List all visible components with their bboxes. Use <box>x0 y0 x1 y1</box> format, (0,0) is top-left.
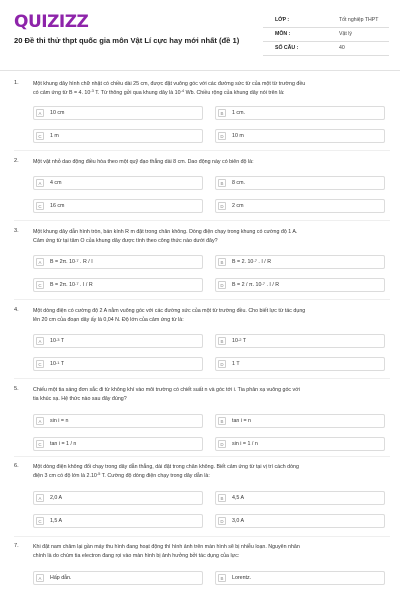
option-letter: B <box>218 337 226 345</box>
option-letter: C <box>36 132 44 140</box>
answer-option-b[interactable] <box>215 176 385 190</box>
option-text: 8 cm. <box>232 180 245 186</box>
meta-value: Tốt nghiệp THPT <box>339 17 379 23</box>
option-text: 2 cm <box>232 203 244 209</box>
option-letter: D <box>218 281 226 289</box>
option-text: sin i = n <box>50 418 69 424</box>
header-divider <box>0 70 400 71</box>
answer-option-b[interactable] <box>215 414 385 428</box>
option-letter: A <box>36 337 44 345</box>
option-text: 1 cm. <box>232 110 245 116</box>
question-divider <box>14 299 390 300</box>
answer-option-c[interactable] <box>33 129 203 143</box>
meta-key: SỐ CÂU : <box>275 45 299 51</box>
answer-option-a[interactable] <box>33 334 203 348</box>
option-text: 1 m <box>50 133 59 139</box>
answer-option-c[interactable] <box>33 514 203 528</box>
option-letter: A <box>36 179 44 187</box>
document-header <box>0 0 400 62</box>
option-letter: C <box>36 360 44 368</box>
option-letter: B <box>218 258 226 266</box>
answer-option-d[interactable] <box>215 437 385 451</box>
answer-option-c[interactable] <box>33 278 203 292</box>
option-letter: D <box>218 517 226 525</box>
answer-option-d[interactable] <box>215 514 385 528</box>
option-letter: B <box>218 109 226 117</box>
option-letter: A <box>36 109 44 117</box>
meta-table <box>263 14 389 56</box>
question-divider <box>14 378 390 379</box>
option-text: 2,0 A <box>50 495 63 501</box>
option-letter: B <box>218 494 226 502</box>
meta-value: 40 <box>339 45 345 51</box>
answer-option-c[interactable] <box>33 199 203 213</box>
option-text: B = 2π. $10^{-7}$ . I / R <box>50 280 93 288</box>
answer-option-d[interactable] <box>215 278 385 292</box>
answer-option-a[interactable] <box>33 106 203 120</box>
option-text: Hấp dẫn. <box>50 575 72 581</box>
option-text: tan i = n <box>232 418 251 424</box>
option-text: $10^{-3}$ T <box>50 336 65 344</box>
answer-option-a[interactable] <box>33 255 203 269</box>
option-letter: D <box>218 202 226 210</box>
option-text: 4 cm <box>50 180 62 186</box>
option-text: tan i = 1 / n <box>50 441 77 447</box>
question-text: Một khung dây hình chữ nhật có chiều dài 25 cm, được đặt vuông góc với các đường sức từ của một từ trường đều có cảm ứng từ B = 4. $10^{-3}$ T. Từ thông gửi qua khung dây là $10^{-4}$ Wb. Chiều rộng của khung dây nói trên là: <box>33 81 306 96</box>
option-text: sin i = 1 / n <box>232 441 258 447</box>
meta-value: Vật lý <box>339 31 352 37</box>
answer-option-a[interactable] <box>33 491 203 505</box>
option-text: 10 cm <box>50 110 65 116</box>
option-text: 10 m <box>232 133 244 139</box>
question-number: 2. <box>14 158 19 164</box>
question-number: 4. <box>14 307 19 313</box>
option-letter: B <box>218 574 226 582</box>
question-text: Một dòng điện không đổi chạy trong dây dẫn thẳng, dài đặt trong chân không. Biết cảm ứng từ tại vị trí cách dòng điện 3 cm có độ lớn là $2.10^{-5}$ T. Cường độ dòng điện chạy trong dây dẫn là: <box>33 464 299 479</box>
answer-option-b[interactable] <box>215 571 385 585</box>
option-letter: B <box>218 417 226 425</box>
option-text: 3,0 A <box>232 518 245 524</box>
option-text: B = 2 / π. $10^{-7}$ . I / R <box>232 280 280 288</box>
answer-option-b[interactable] <box>215 106 385 120</box>
option-letter: A <box>36 574 44 582</box>
meta-row-count <box>263 42 389 56</box>
option-letter: A <box>36 417 44 425</box>
answer-option-d[interactable] <box>215 129 385 143</box>
option-letter: B <box>218 179 226 187</box>
question-text: Một dòng điện có cường độ 2 A nằm vuông góc với các đường sức của một từ trường đều. Cho biết lực từ tác dụng lên 20 cm của đoạn dây ấy là 0,04 N. Độ lớn của cảm ứng từ là: <box>33 308 306 323</box>
answer-option-a[interactable] <box>33 414 203 428</box>
answer-option-a[interactable] <box>33 571 203 585</box>
question-divider <box>14 456 390 457</box>
option-letter: D <box>218 132 226 140</box>
option-text: 1 T <box>232 361 240 367</box>
answer-option-b[interactable] <box>215 334 385 348</box>
option-letter: A <box>36 494 44 502</box>
meta-key: LỚP : <box>275 17 290 23</box>
question-number: 3. <box>14 228 19 234</box>
answer-option-c[interactable] <box>33 357 203 371</box>
document-title: 20 Đề thi thử thpt quốc gia môn Vật Lí cực hay mới nhất (đề 1) <box>14 36 240 45</box>
question-number: 6. <box>14 463 19 469</box>
meta-key: MÔN : <box>275 31 291 37</box>
answer-option-b[interactable] <box>215 255 385 269</box>
question-divider <box>14 220 390 221</box>
question-number: 5. <box>14 386 19 392</box>
option-text: B = 2. $10^{-7}$ . I / R <box>232 257 272 265</box>
option-text: $10^{-1}$ T <box>50 359 65 367</box>
option-text: 4,5 A <box>232 495 245 501</box>
option-text: 1,5 A <box>50 518 63 524</box>
meta-row-subject <box>263 28 389 42</box>
answer-option-c[interactable] <box>33 437 203 451</box>
option-letter: C <box>36 281 44 289</box>
question-divider <box>14 536 390 537</box>
question-text: Khi đặt nam châm lại gần máy thu hình đang hoạt động thì hình ảnh trên màn hình sẽ bị nhiễu loạn. Nguyên nhân chính là do chùm tia electron đang rọi vào màn hình bị ảnh hưởng bởi tác dụng của lực: <box>33 544 300 559</box>
option-letter: D <box>218 440 226 448</box>
question-text: Một vật nhỏ dao động điều hòa theo một quỹ đạo thẳng dài 8 cm. Dao động này có biên độ là: <box>33 159 254 165</box>
option-text: Lorentz. <box>232 575 252 581</box>
question-divider <box>14 150 390 151</box>
quizizz-logo: QUIZIZZ <box>14 12 89 32</box>
option-letter: D <box>218 360 226 368</box>
option-text: B = 2π. $10^{-7}$ . R / I <box>50 257 93 265</box>
answer-option-d[interactable] <box>215 199 385 213</box>
option-letter: C <box>36 517 44 525</box>
option-letter: C <box>36 202 44 210</box>
option-text: 16 cm <box>50 203 65 209</box>
answer-option-a[interactable] <box>33 176 203 190</box>
answer-option-b[interactable] <box>215 491 385 505</box>
option-text: $10^{-2}$ T <box>232 336 247 344</box>
question-text: Một khung dây dẫn hình tròn, bán kính R m đặt trong chân không. Dòng điện chạy trong khung có cường độ 1 A. Cảm ứng từ tại tâm O của khung dây được tính theo công thức nào dưới đây? <box>33 229 298 244</box>
question-number: 7. <box>14 543 19 549</box>
question-text: Chiếu một tia sáng đơn sắc đi từ không khí vào môi trường có chiết suất n và góc tới i. Tia phản xạ vuông góc với tia khúc xạ. Hệ thức nào sau đây đúng? <box>33 387 300 402</box>
option-letter: A <box>36 258 44 266</box>
question-number: 1. <box>14 80 19 86</box>
meta-row-class <box>263 14 389 28</box>
answer-option-d[interactable] <box>215 357 385 371</box>
option-letter: C <box>36 440 44 448</box>
